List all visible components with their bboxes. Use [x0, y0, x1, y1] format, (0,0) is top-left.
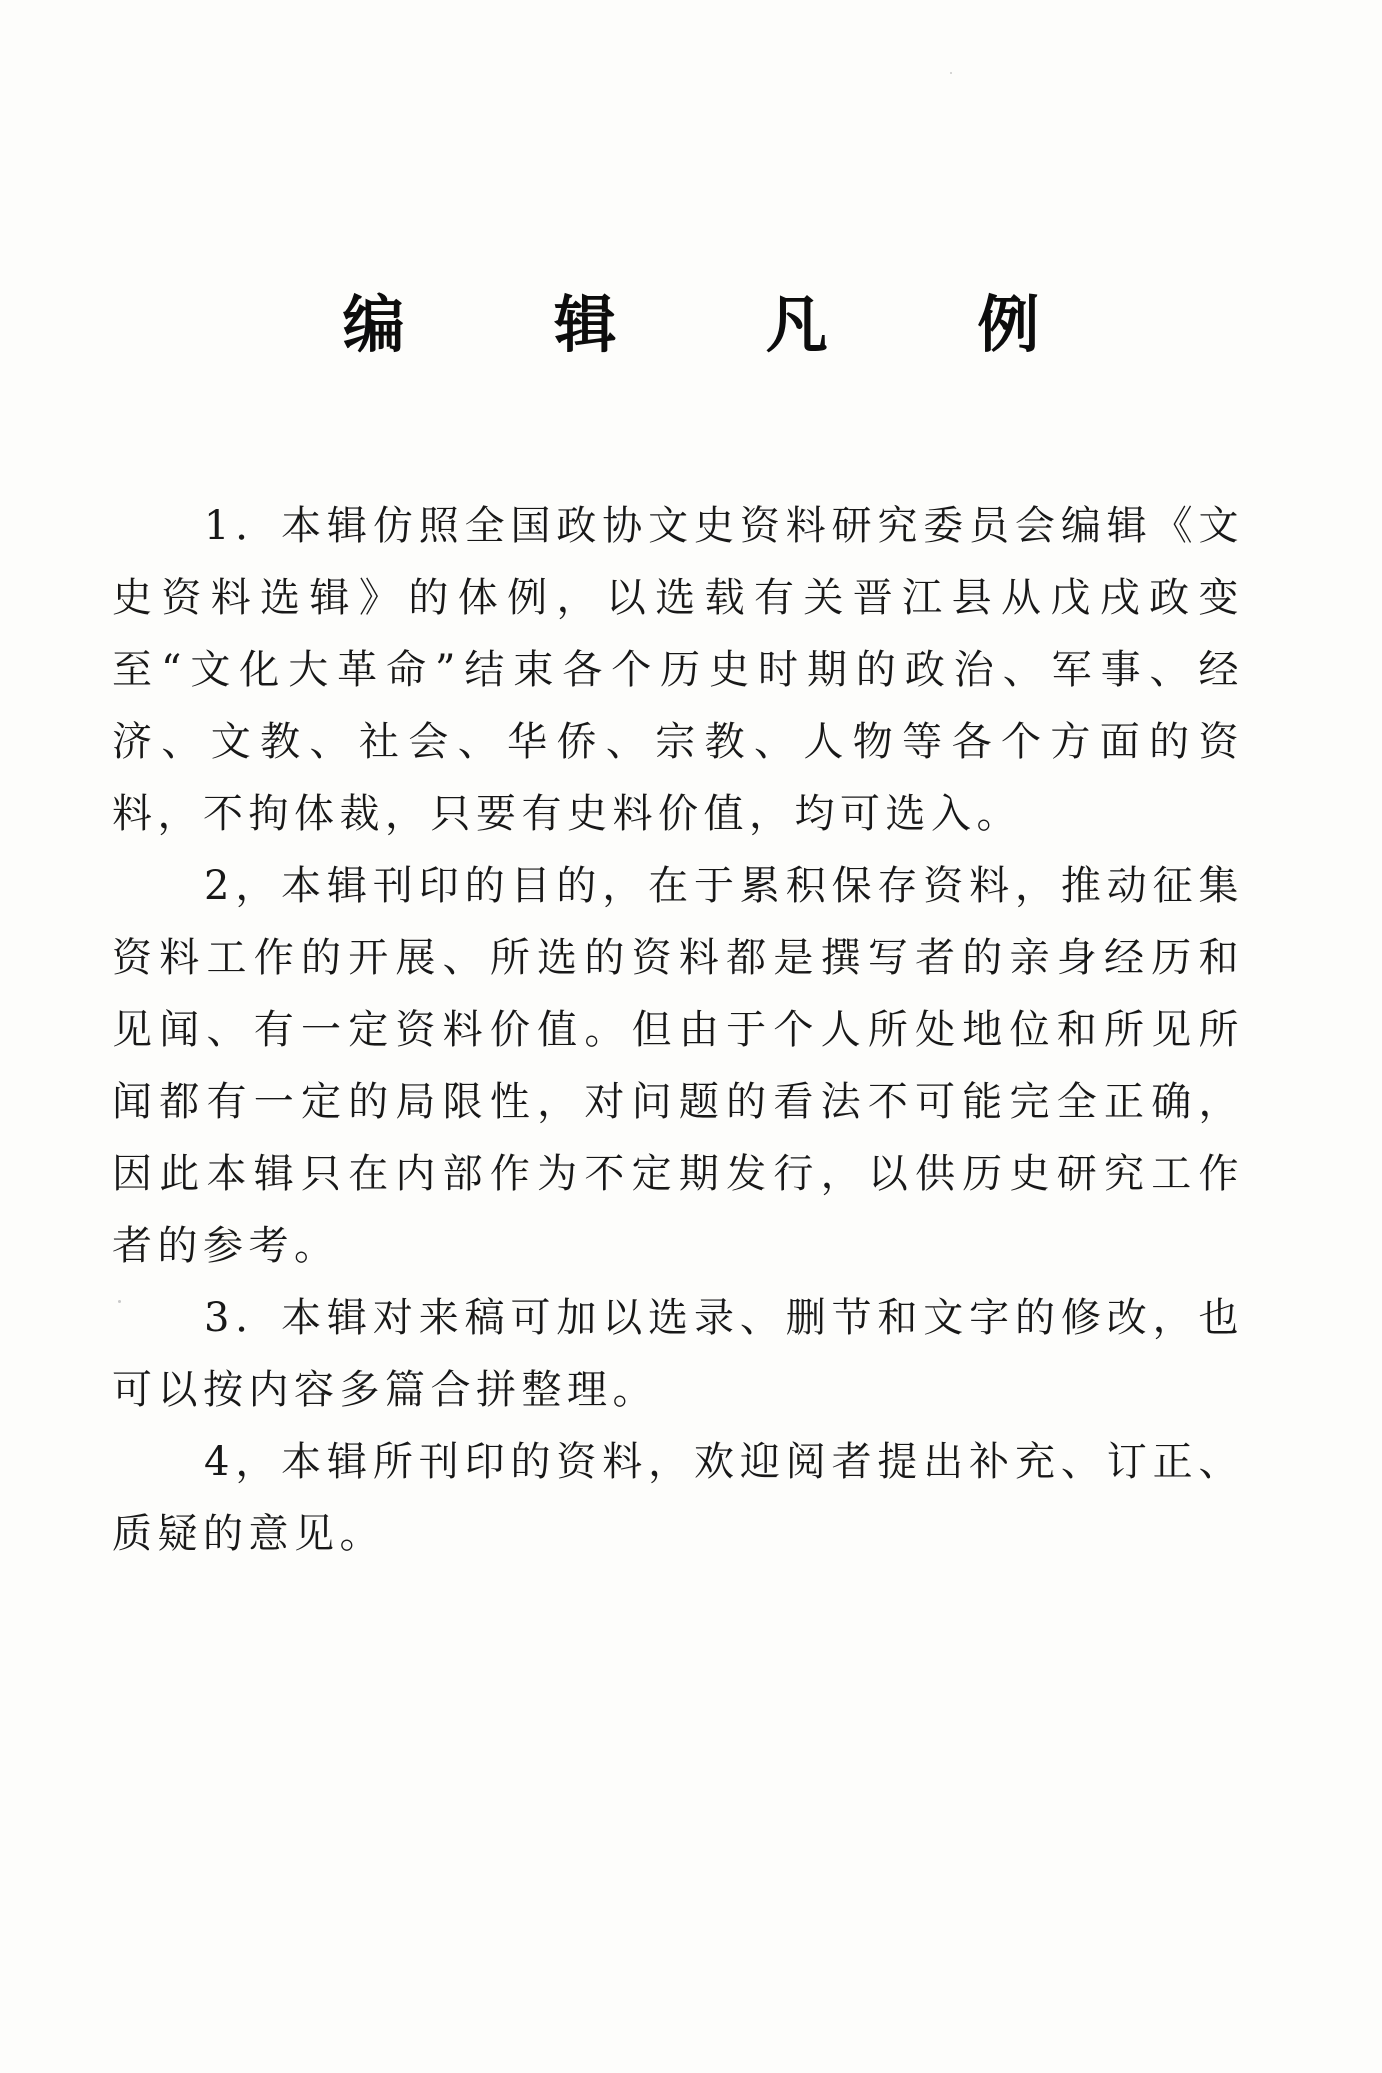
paragraph-4: 4，本辑所刊印的资料，欢迎阅者提出补充、订正、质疑的意见。 — [112, 1439, 1244, 1557]
scan-speck — [950, 72, 952, 74]
paragraph-3: 3．本辑对来稿可加以选录、删节和文字的修改，也可以按内容多篇合拼整理。 — [112, 1295, 1244, 1413]
scan-speck — [118, 1300, 121, 1303]
paragraph-2: 2，本辑刊印的目的，在于累积保存资料，推动征集资料工作的开展、所选的资料都是撰写者的亲身经历和见闻、有一定资料价值。但由于个人所处地位和所见所闻都有一定的局限性，对问题的看法不可能完全正确，因此本辑只在内部作为不定期发行，以供历史研究工作者的参考。 — [112, 863, 1244, 1269]
body-text — [112, 490, 1244, 1570]
page-title: 编 辑 凡 例 — [342, 288, 1104, 361]
paragraph-1: 1．本辑仿照全国政协文史资料研究委员会编辑《文史资料选辑》的体例，以选载有关晋江县从戊戌政变至“文化大革命”结束各个历史时期的政治、军事、经济、文教、社会、华侨、宗教、人物等各个方面的资料，不拘体裁，只要有史料价值，均可选入。 — [112, 503, 1244, 837]
